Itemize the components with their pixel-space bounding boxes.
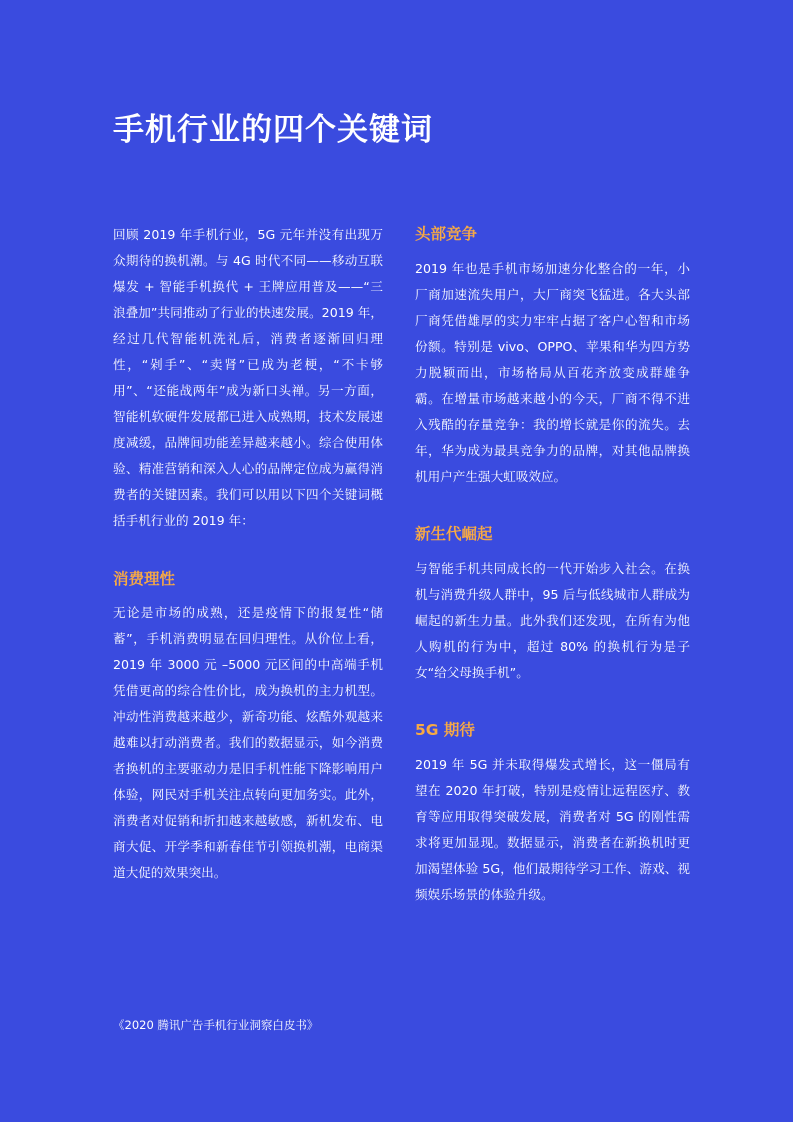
left-column [113,222,383,886]
section-body-top-competition: 2019 年也是手机市场加速分化整合的一年，小厂商加速流失用户，大厂商突飞猛进。各大头部厂商凭借雄厚的实力牢牢占据了客户心智和市场份额。特别是 vivo、OPPO、苹果和华为四方势力脱颖而出，市场格局从百花齐放变成群雄争霸。在增量市场越来越小的今天，厂商不得不进入残酷的存量竞争：我的增长就是你的流失。去年，华为成为最具竞争力的品牌，对其他品牌换机用户产生强大虹吸效应。 [415,261,690,484]
intro-paragraph: 回顾 2019 年手机行业，5G 元年并没有出现万众期待的换机潮。与 4G 时代不同——移动互联爆发 + 智能手机换代 + 王牌应用普及——“三浪叠加”共同推动了行业的快速发展。2019 年，经过几代智能机洗礼后，消费者逐渐回归理性，“剁手”、“卖肾”已成为老梗，“不卡够用”、“还能战两年”成为新口头禅。另一方面，智能机软硬件发展都已进入成熟期，技术发展速度减缓，品牌间功能差异越来越小。综合使用体验、精准营销和深入人心的品牌定位成为赢得消费者的关键因素。我们可以用以下四个关键词概括手机行业的 2019 年： [113,227,383,528]
section-body-5g-expectation: 2019 年 5G 并未取得爆发式增长，这一僵局有望在 2020 年打破，特别是疫情让远程医疗、教育等应用取得突破发展，消费者对 5G 的刚性需求将更加显现。数据显示，消费者在新换机时更加渴望体验 5G，他们最期待学习工作、游戏、视频娱乐场景的体验升级。 [415,757,690,902]
section-heading-consumer-rationality: 消费理性 [113,570,176,588]
section-heading-top-competition: 头部竞争 [415,225,478,243]
section-heading-new-generation: 新生代崛起 [415,525,493,543]
section-heading-5g-expectation: 5G 期待 [415,721,475,739]
section-body-new-generation: 与智能手机共同成长的一代开始步入社会。在换机与消费升级人群中，95 后与低线城市人群成为崛起的新生力量。此外我们还发现，在所有为他人购机的行为中，超过 80% 的换机行为是子女“给父母换手机”。 [415,561,690,680]
page-title: 手机行业的四个关键词 [113,112,433,148]
footer-source: 《2020 腾讯广告手机行业洞察白皮书》 [113,1018,319,1032]
right-column [415,222,690,908]
section-body-consumer-rationality: 无论是市场的成熟，还是疫情下的报复性“储蓄”，手机消费明显在回归理性。从价位上看，2019 年 3000 元 –5000 元区间的中高端手机凭借更高的综合性价比，成为换机的主力机型。冲动性消费越来越少，新奇功能、炫酷外观越来越难以打动消费者。我们的数据显示，如今消费者换机的主要驱动力是旧手机性能下降影响用户体验，网民对手机关注点转向更加务实。此外，消费者对促销和折扣越来越敏感，新机发布、电商大促、开学季和新春佳节引领换机潮，电商渠道大促的效果突出。 [113,605,383,880]
